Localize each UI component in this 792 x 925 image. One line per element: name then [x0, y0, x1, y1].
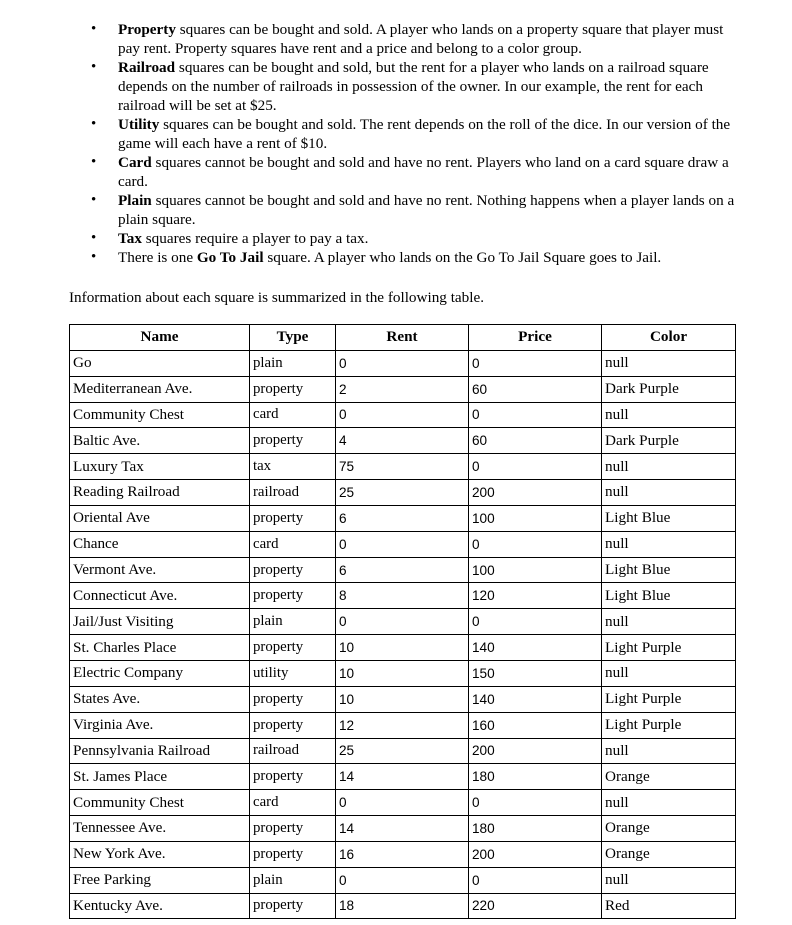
cell-type: property	[250, 635, 336, 661]
bullet-plain: • Plain squares cannot be bought and sold and have no rent. Nothing happens when a player lands on a plain square.	[91, 192, 735, 228]
cell-price: 60	[469, 428, 602, 454]
table-row	[70, 712, 736, 738]
cell-type: property	[250, 816, 336, 842]
cell-rent: 2	[336, 376, 469, 402]
cell-name: Go	[70, 350, 250, 376]
cell-name: Vermont Ave.	[70, 557, 250, 583]
header-type: Type	[250, 325, 336, 351]
cell-price: 200	[469, 738, 602, 764]
cell-color: null	[602, 454, 736, 480]
cell-name: Tennessee Ave.	[70, 816, 250, 842]
cell-price: 0	[469, 402, 602, 428]
cell-color: null	[602, 660, 736, 686]
cell-price: 200	[469, 841, 602, 867]
cell-type: railroad	[250, 480, 336, 506]
cell-price: 180	[469, 764, 602, 790]
table-row	[70, 609, 736, 635]
cell-type: card	[250, 531, 336, 557]
cell-color: null	[602, 609, 736, 635]
cell-rent: 0	[336, 350, 469, 376]
cell-color: Light Purple	[602, 686, 736, 712]
cell-price: 0	[469, 790, 602, 816]
cell-price: 0	[469, 609, 602, 635]
cell-rent: 0	[336, 402, 469, 428]
table-header-row	[70, 325, 736, 351]
cell-type: property	[250, 583, 336, 609]
cell-name: Community Chest	[70, 402, 250, 428]
cell-type: card	[250, 402, 336, 428]
cell-color: Light Purple	[602, 635, 736, 661]
cell-color: null	[602, 480, 736, 506]
header-price: Price	[469, 325, 602, 351]
cell-price: 0	[469, 350, 602, 376]
cell-color: Light Blue	[602, 557, 736, 583]
table-row	[70, 583, 736, 609]
cell-name: New York Ave.	[70, 841, 250, 867]
cell-name: Jail/Just Visiting	[70, 609, 250, 635]
bullet-icon: •	[91, 116, 97, 132]
cell-rent: 8	[336, 583, 469, 609]
cell-name: Connecticut Ave.	[70, 583, 250, 609]
cell-color: null	[602, 531, 736, 557]
cell-rent: 10	[336, 660, 469, 686]
cell-color: null	[602, 350, 736, 376]
table-row	[70, 454, 736, 480]
cell-rent: 0	[336, 790, 469, 816]
cell-color: Red	[602, 893, 736, 919]
cell-rent: 6	[336, 505, 469, 531]
bullet-icon: •	[91, 154, 97, 170]
cell-rent: 25	[336, 480, 469, 506]
cell-color: Dark Purple	[602, 376, 736, 402]
cell-type: plain	[250, 609, 336, 635]
table-row	[70, 531, 736, 557]
table-row	[70, 816, 736, 842]
cell-type: card	[250, 790, 336, 816]
cell-rent: 0	[336, 867, 469, 893]
cell-name: Reading Railroad	[70, 480, 250, 506]
cell-price: 100	[469, 557, 602, 583]
cell-name: Baltic Ave.	[70, 428, 250, 454]
bullet-tax: • Tax squares require a player to pay a tax.	[91, 230, 369, 247]
cell-rent: 14	[336, 764, 469, 790]
cell-color: Orange	[602, 764, 736, 790]
cell-color: Light Blue	[602, 505, 736, 531]
cell-price: 0	[469, 867, 602, 893]
bullet-railroad: • Railroad squares can be bought and sold, but the rent for a player who lands on a railroad square depends on the number of railroads in possession of the owner. In our example, the rent for each railroad will be set at $25.	[91, 59, 709, 114]
cell-type: plain	[250, 350, 336, 376]
cell-color: null	[602, 867, 736, 893]
cell-price: 180	[469, 816, 602, 842]
table-row	[70, 505, 736, 531]
cell-color: null	[602, 402, 736, 428]
table-row	[70, 635, 736, 661]
bullet-icon: •	[91, 230, 97, 246]
cell-type: plain	[250, 867, 336, 893]
table-intro: Information about each square is summarized in the following table.	[69, 289, 485, 306]
cell-type: property	[250, 893, 336, 919]
cell-type: utility	[250, 660, 336, 686]
cell-rent: 14	[336, 816, 469, 842]
squares-table	[69, 324, 736, 919]
cell-color: null	[602, 738, 736, 764]
bullet-go-to-jail: • There is one Go To Jail square. A player who lands on the Go To Jail Square goes to Jail.	[91, 249, 662, 266]
header-name: Name	[70, 325, 250, 351]
bullet-property: • Property squares can be bought and sold. A player who lands on a property square that player must pay rent. Property squares have rent and a price and belong to a color group.	[91, 21, 724, 57]
bullet-icon: •	[91, 249, 97, 265]
cell-rent: 0	[336, 531, 469, 557]
cell-type: property	[250, 557, 336, 583]
cell-name: Free Parking	[70, 867, 250, 893]
cell-price: 200	[469, 480, 602, 506]
table-row	[70, 893, 736, 919]
cell-color: Orange	[602, 841, 736, 867]
cell-rent: 75	[336, 454, 469, 480]
table-row	[70, 867, 736, 893]
table-row	[70, 764, 736, 790]
header-rent: Rent	[336, 325, 469, 351]
cell-type: property	[250, 764, 336, 790]
cell-type: property	[250, 428, 336, 454]
cell-type: property	[250, 505, 336, 531]
cell-type: property	[250, 841, 336, 867]
cell-name: Kentucky Ave.	[70, 893, 250, 919]
cell-color: Light Purple	[602, 712, 736, 738]
header-color: Color	[602, 325, 736, 351]
cell-rent: 12	[336, 712, 469, 738]
table-row	[70, 841, 736, 867]
cell-name: Pennsylvania Railroad	[70, 738, 250, 764]
bullet-icon: •	[91, 192, 97, 208]
cell-name: Luxury Tax	[70, 454, 250, 480]
cell-price: 140	[469, 635, 602, 661]
bullet-utility: • Utility squares can be bought and sold. The rent depends on the roll of the dice. In our version of the game will each have a rent of $10.	[91, 116, 731, 152]
table-row	[70, 376, 736, 402]
bullet-icon: •	[91, 21, 97, 37]
cell-type: property	[250, 686, 336, 712]
cell-rent: 16	[336, 841, 469, 867]
cell-price: 0	[469, 454, 602, 480]
table-row	[70, 428, 736, 454]
cell-type: property	[250, 712, 336, 738]
cell-type: tax	[250, 454, 336, 480]
cell-name: St. Charles Place	[70, 635, 250, 661]
cell-price: 150	[469, 660, 602, 686]
table-row	[70, 738, 736, 764]
cell-name: Electric Company	[70, 660, 250, 686]
cell-price: 120	[469, 583, 602, 609]
cell-price: 0	[469, 531, 602, 557]
cell-rent: 10	[336, 635, 469, 661]
table-row	[70, 350, 736, 376]
table-row	[70, 686, 736, 712]
table-row	[70, 480, 736, 506]
table-row	[70, 557, 736, 583]
cell-rent: 0	[336, 609, 469, 635]
table-row	[70, 790, 736, 816]
cell-name: Mediterranean Ave.	[70, 376, 250, 402]
cell-rent: 18	[336, 893, 469, 919]
table-row	[70, 660, 736, 686]
cell-name: St. James Place	[70, 764, 250, 790]
cell-name: Community Chest	[70, 790, 250, 816]
cell-rent: 4	[336, 428, 469, 454]
cell-price: 100	[469, 505, 602, 531]
cell-rent: 6	[336, 557, 469, 583]
cell-price: 160	[469, 712, 602, 738]
square-types-list	[88, 20, 738, 267]
cell-color: Dark Purple	[602, 428, 736, 454]
cell-name: Chance	[70, 531, 250, 557]
cell-price: 60	[469, 376, 602, 402]
cell-type: railroad	[250, 738, 336, 764]
cell-color: Orange	[602, 816, 736, 842]
cell-type: property	[250, 376, 336, 402]
cell-price: 140	[469, 686, 602, 712]
bullet-icon: •	[91, 59, 97, 75]
cell-rent: 25	[336, 738, 469, 764]
cell-name: Oriental Ave	[70, 505, 250, 531]
cell-price: 220	[469, 893, 602, 919]
cell-color: null	[602, 790, 736, 816]
bullet-card: • Card squares cannot be bought and sold and have no rent. Players who land on a card square draw a card.	[91, 154, 729, 190]
cell-name: Virginia Ave.	[70, 712, 250, 738]
cell-name: States Ave.	[70, 686, 250, 712]
table-row	[70, 402, 736, 428]
cell-rent: 10	[336, 686, 469, 712]
cell-color: Light Blue	[602, 583, 736, 609]
